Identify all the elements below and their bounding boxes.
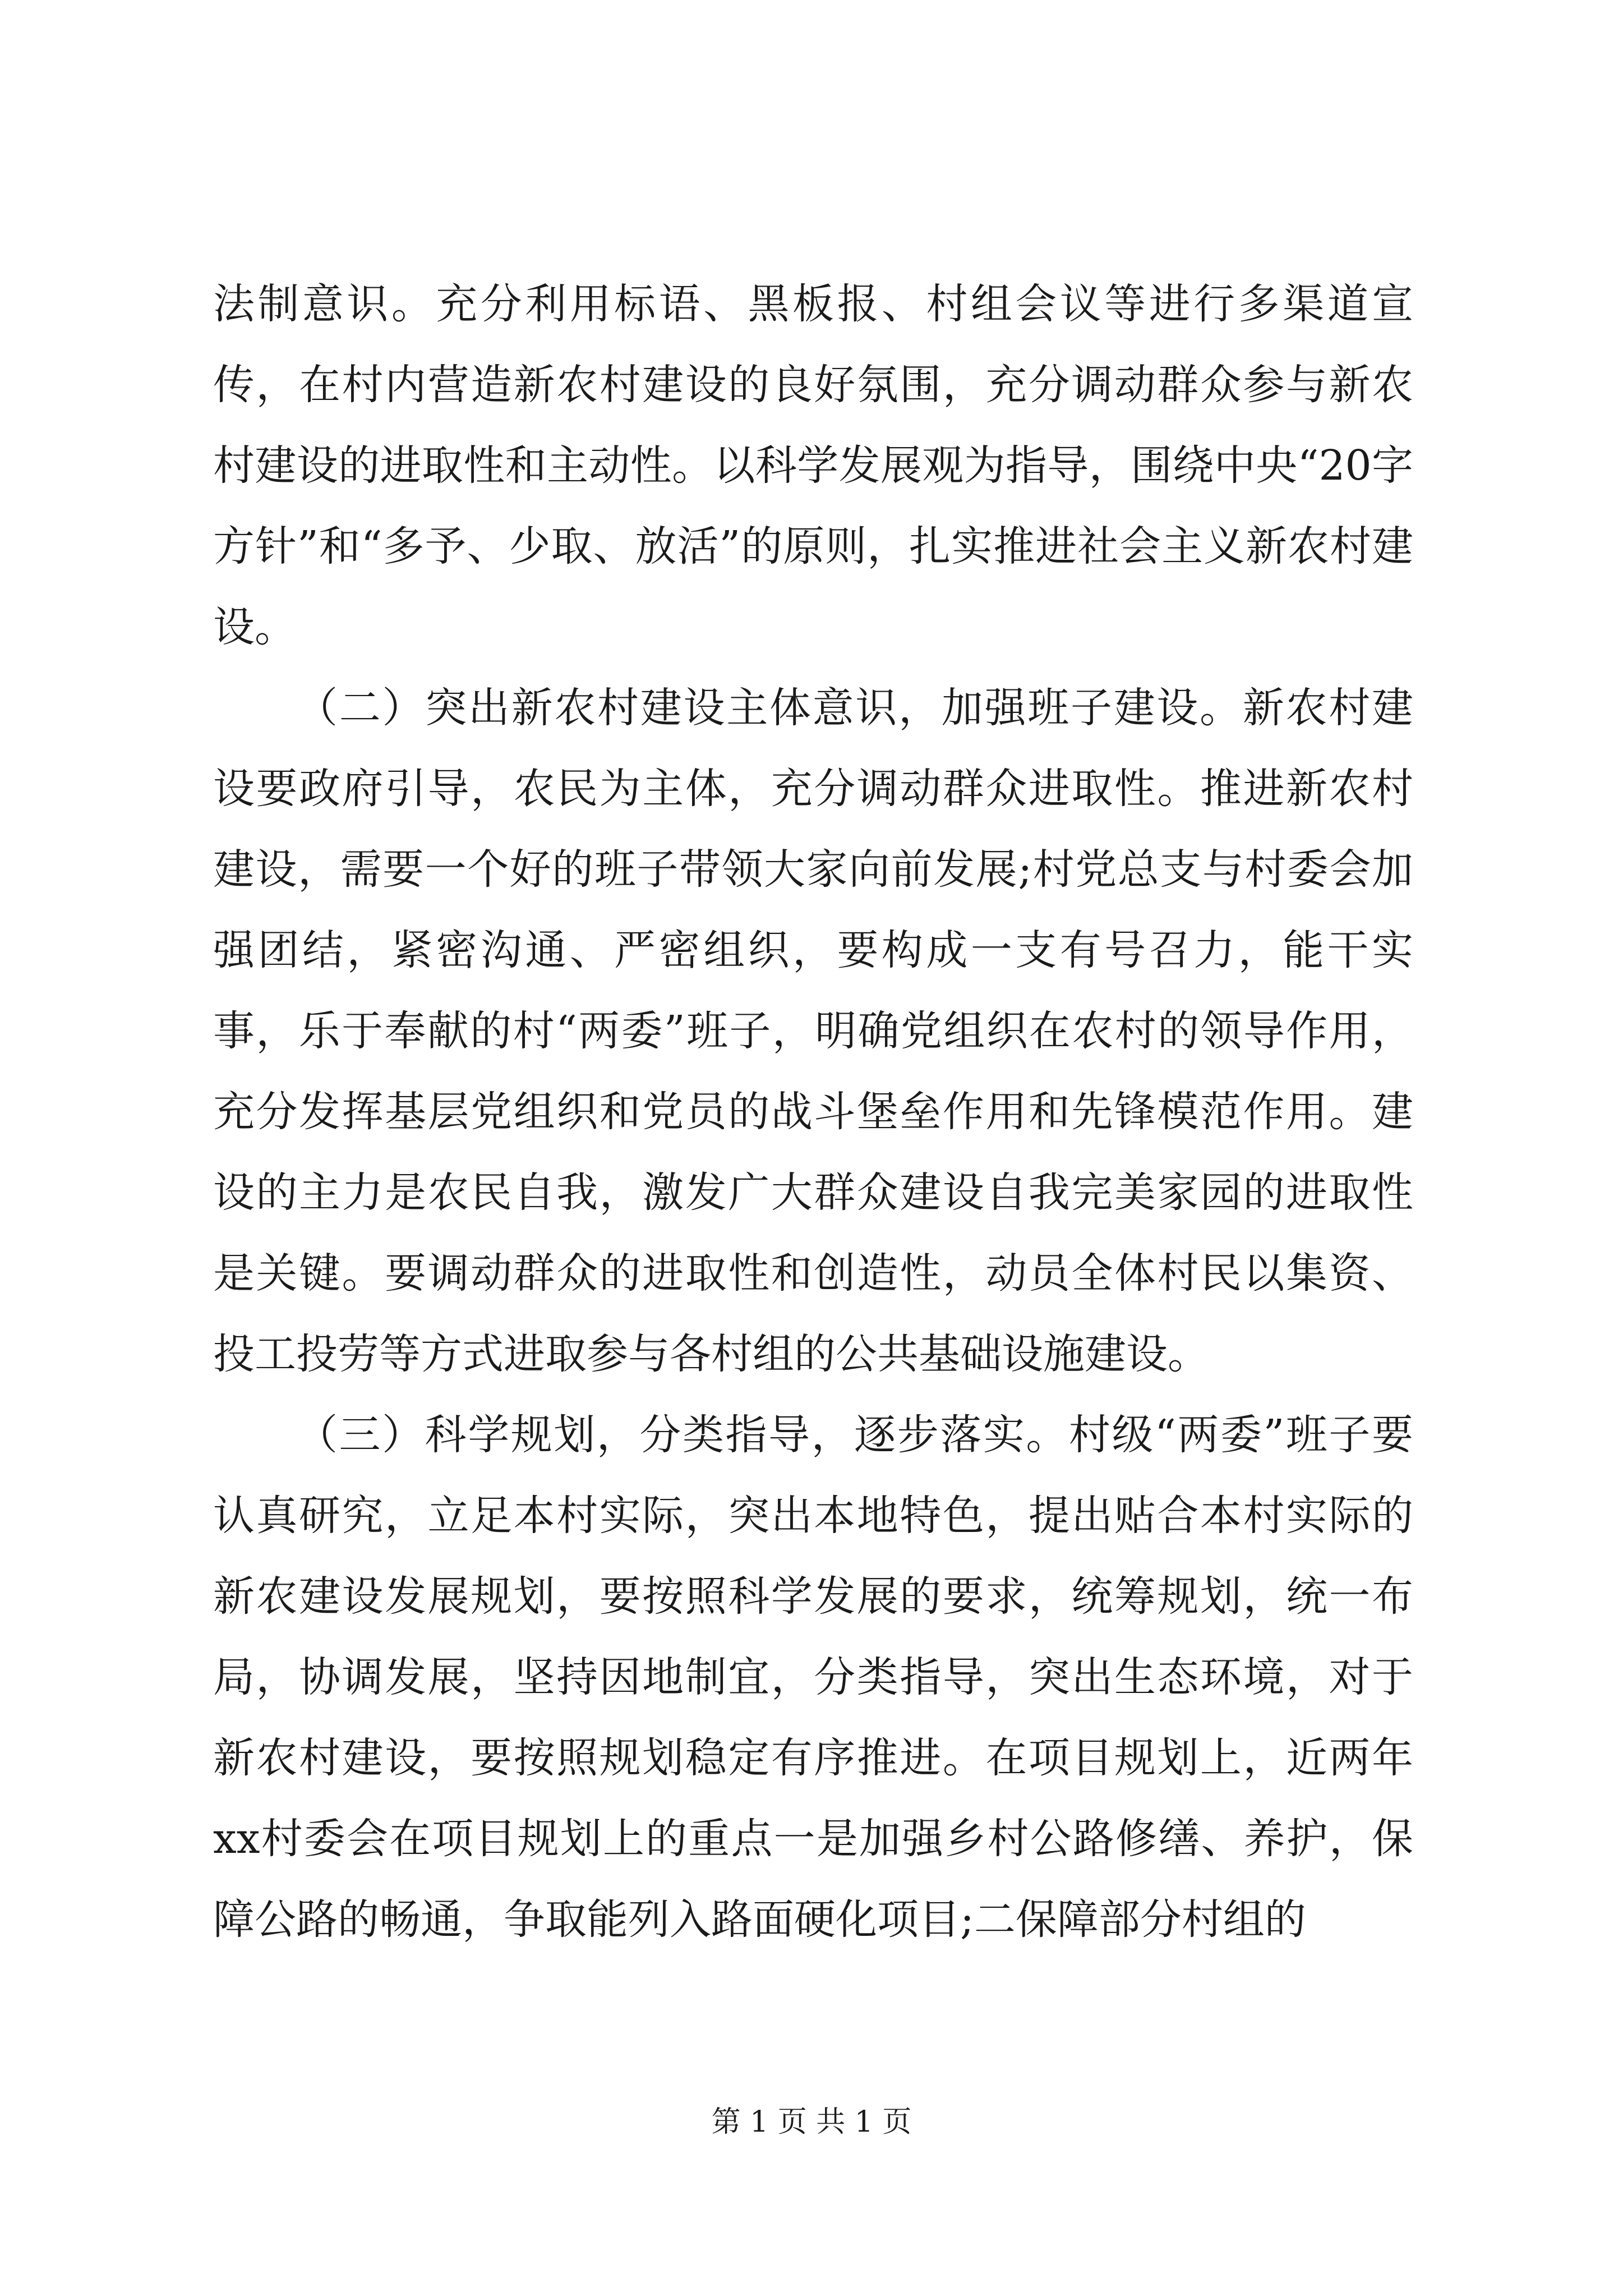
paragraph-section-two: （二）突出新农村建设主体意识，加强班子建设。新农村建设要政府引导，农民为主体，充分调动群众进取性。推进新农村建设，需要一个好的班子带领大家向前发展;村党总支与村委会加强团结，紧密沟通、严密组织，要构成一支有号召力，能干实事，乐于奉献的村“两委”班子，明确党组织在农村的领导作用，充分发挥基层党组织和党员的战斗堡垒作用和先锋模范作用。建设的主力是农民自我，激发广大群众建设自我完美家园的进取性是关键。要调动群众的进取性和创造性，动员全体村民以集资、投工投劳等方式进取参与各村组的公共基础设施建设。: [213, 684, 1413, 1378]
paragraph-section-three: （三）科学规划，分类指导，逐步落实。村级“两委”班子要认真研究，立足本村实际，突出本地特色，提出贴合本村实际的新农建设发展规划，要按照科学发展的要求，统筹规划，统一布局，协调发展，坚持因地制宜，分类指导，突出生态环境，对于新农村建设，要按照规划稳定有序推进。在项目规划上，近两年xx村委会在项目规划上的重点一是加强乡村公路修缮、养护，保障公路的畅通，争取能列入路面硬化项目;二保障部分村组的: [213, 1411, 1413, 1944]
paragraph-continuation: 法制意识。充分利用标语、黑板报、村组会议等进行多渠道宣传，在村内营造新农村建设的良好氛围，充分调动群众参与新农村建设的进取性和主动性。以科学发展观为指导，围绕中央“20字方针”和“多予、少取、放活”的原则，扎实推进社会主义新农村建设。: [213, 280, 1413, 651]
document-body: [213, 264, 1413, 1960]
page-footer: 第 1 页 共 1 页: [711, 2105, 912, 2139]
